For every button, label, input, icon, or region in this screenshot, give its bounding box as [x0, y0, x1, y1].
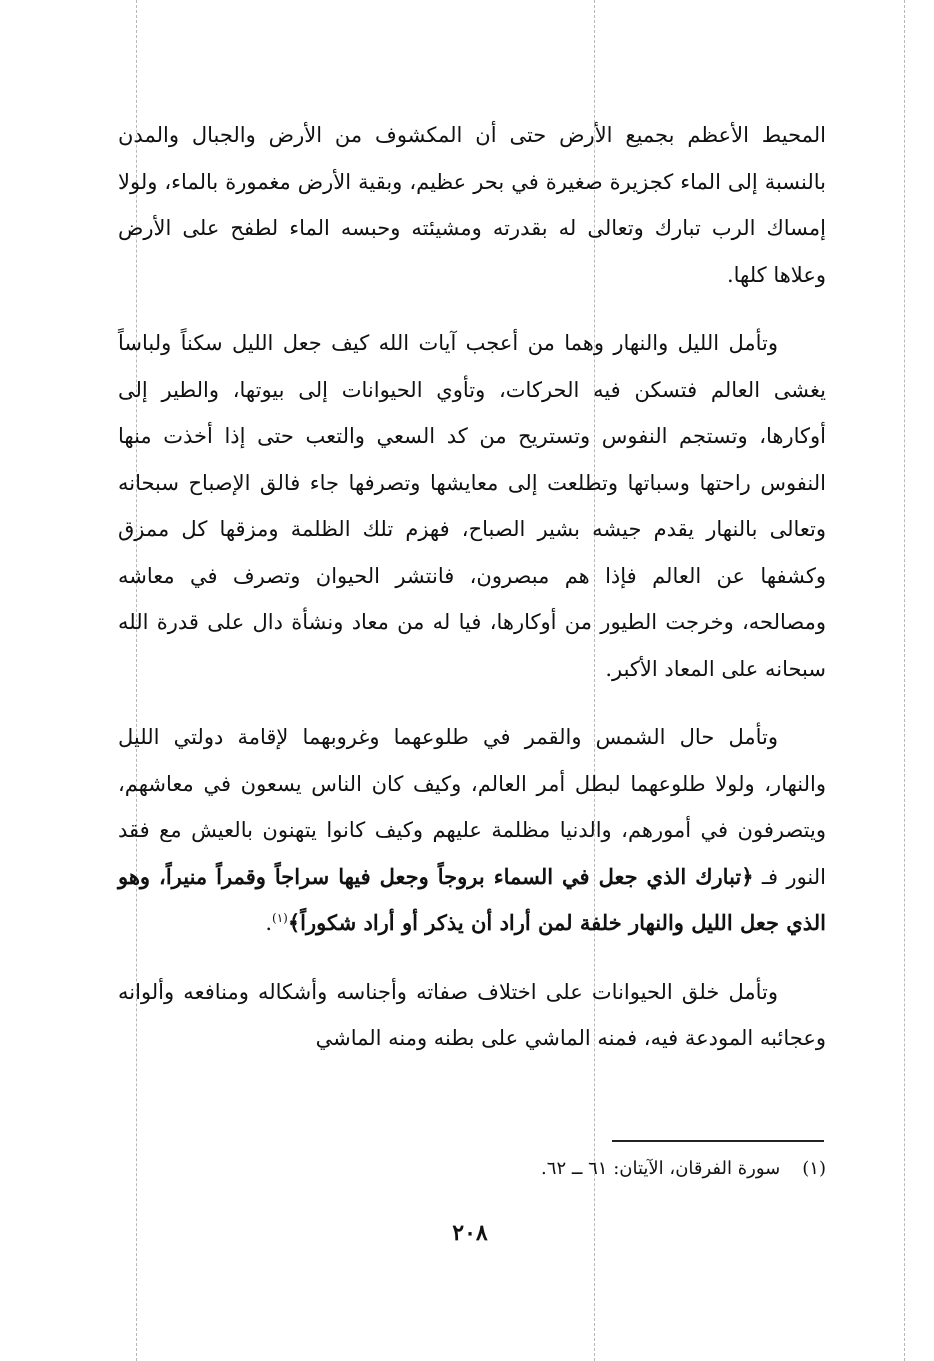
footnote	[380, 1158, 826, 1179]
footnote-reference: (١)	[272, 911, 288, 925]
footnote-separator	[612, 1140, 824, 1142]
paragraph: وتأمل الليل والنهار وهما من أعجب آيات الله كيف جعل الليل سكناً ولباساً يغشى العالم فتسكن فيه الحركات، وتأوي الحيوانات إلى بيوتها، والطير إلى أوكارها، وتستجم النفوس وتستريح من كد السعي والتعب حتى إذا أخذت منها النفوس راحتها وسباتها وتطلعت إلى معايشها وتصرفها جاء فالق الإصباح سبحانه وتعالى بالنهار يقدم جيشه بشير الصباح، فهزم تلك الظلمة ومزقها كل ممزق وكشفها عن العالم فإذا هم مبصرون، فانتشر الحيوان وتصرف في معاشه ومصالحه، وخرجت الطيور من أوكارها، فيا له من معاد ونشأة دال على قدرة الله سبحانه على المعاد الأكبر.	[118, 331, 826, 681]
paragraph: وتأمل خلق الحيوانات على اختلاف صفاته وأجناسه وأشكاله ومنافعه وألوانه وعجائبه المودعة فيه، فمنه الماشي على بطنه ومنه الماشي	[118, 979, 826, 1050]
paragraph-with-quran-quote	[118, 714, 826, 947]
paragraph-end: .	[265, 911, 273, 935]
page-number: ٢٠٨	[452, 1220, 488, 1246]
footnote-text: سورة الفرقان، الآيتان: ٦١ ــ ٦٢.	[541, 1158, 781, 1179]
quran-quote: ﴿تبارك الذي جعل في السماء بروجاً وجعل فيها سراجاً وقمراً منيراً، وهو الذي جعل الليل والنهار خلفة لمن أراد أن يذكر أو أراد شكوراً﴾	[118, 863, 826, 935]
paragraph: المحيط الأعظم بجميع الأرض حتى أن المكشوف من الأرض والجبال والمدن بالنسبة إلى الماء كجزيرة صغيرة في بحر عظيم، وبقية الأرض مغمورة بالماء، ولولا إمساك الرب تبارك وتعالى له بقدرته ومشيئته وحبسه الماء لطفح على الأرض وعلاها كلها.	[118, 123, 826, 287]
paragraph-text: وتأمل حال الشمس والقمر في طلوعهما وغروبهما لإقامة دولتي الليل والنهار، ولولا طلوعهما لبطل أمر العالم، وكيف كان الناس يسعون في معاشهم، ويتصرفون في أمورهم، والدنيا مظلمة عليهم وكيف كانوا يتهنون بالعيش مع فقد النور فـ	[118, 725, 826, 889]
footnote-number: (١)	[802, 1158, 826, 1179]
body-text	[118, 112, 826, 1084]
scan-guide-line	[904, 0, 905, 1361]
